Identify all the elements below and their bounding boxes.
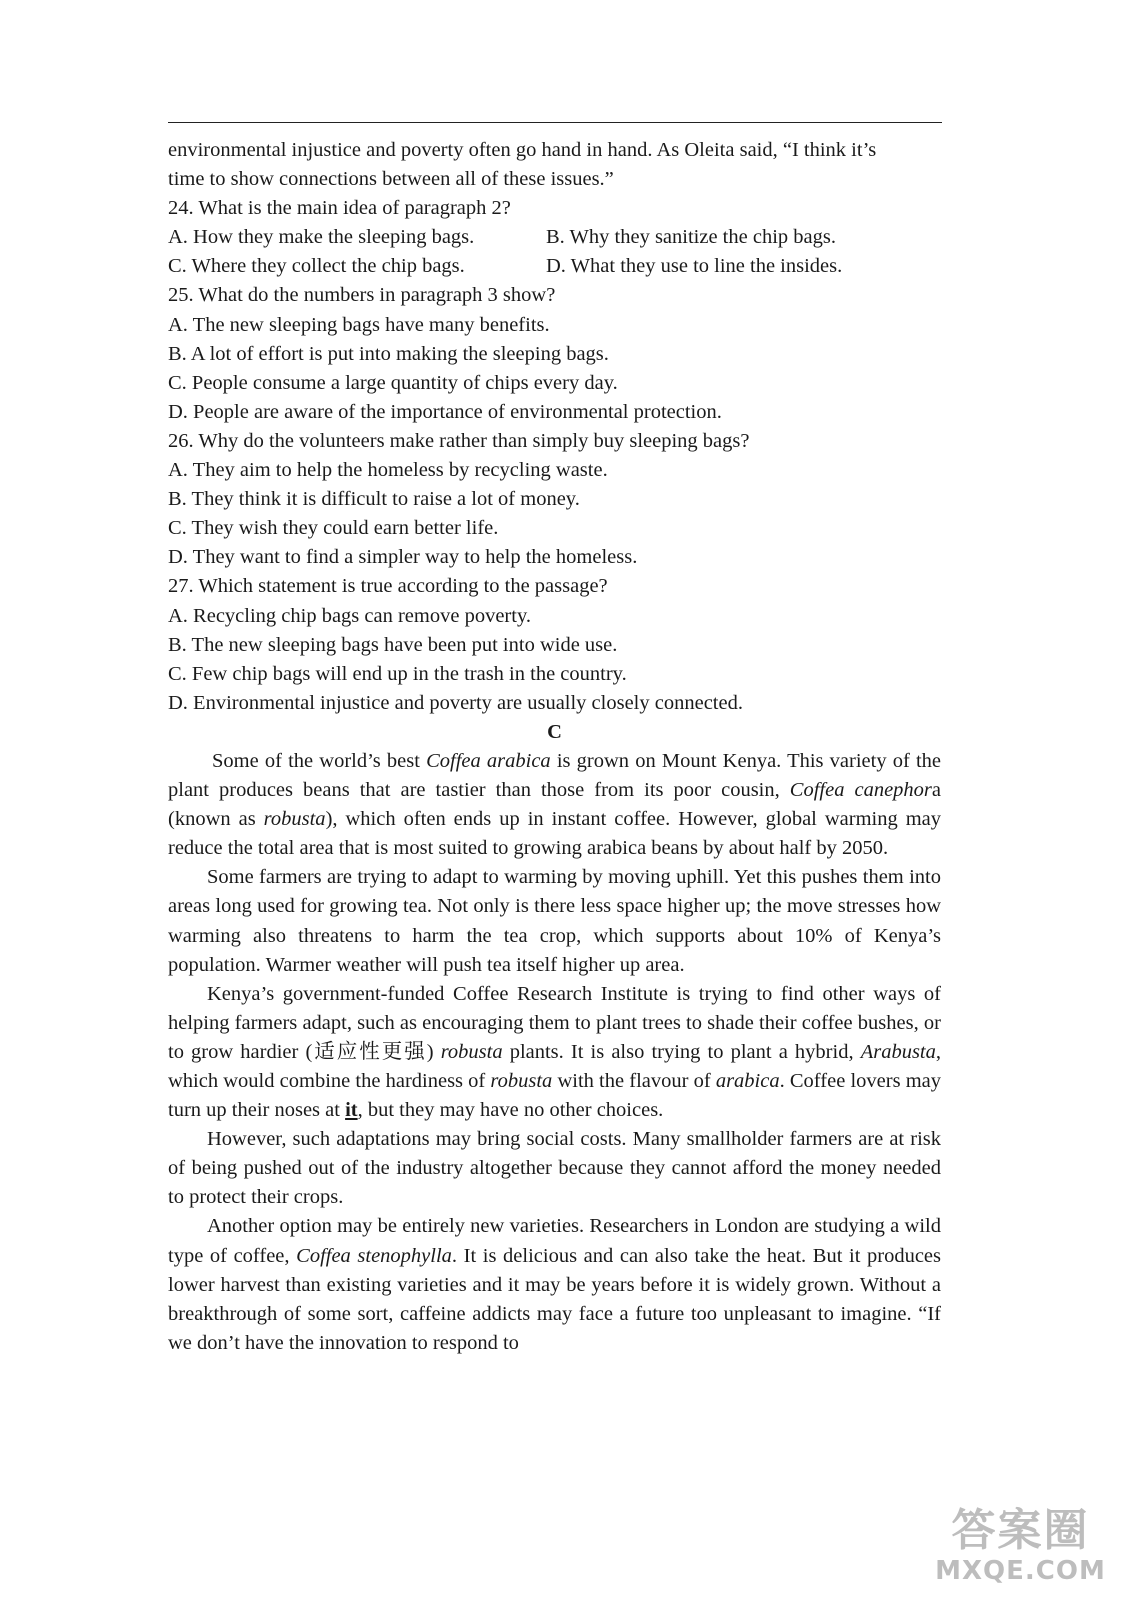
question-26-option-a: A. They aim to help the homeless by recycling waste. — [168, 459, 608, 482]
question-24-options-row-1 — [168, 223, 941, 252]
p3-italic-robusta-1: robusta — [440, 1040, 503, 1063]
question-24-stem: 24. What is the main idea of paragraph 2? — [168, 197, 511, 220]
passage-c-paragraph-1 — [168, 747, 941, 863]
question-27-option-d: D. Environmental injustice and poverty are usually closely connected. — [168, 691, 743, 714]
question-27-option-a: A. Recycling chip bags can remove poverty. — [168, 604, 531, 627]
question-26-option-d: D. They want to find a simpler way to help the homeless. — [168, 546, 638, 569]
p1-text-1: Some of the world’s best — [212, 749, 427, 772]
passage-c-paragraph-4: However, such adaptations may bring social costs. Many smallholder farmers are at risk of being pushed out of the industry altogether because they cannot afford the money needed to protect their crops. — [168, 1128, 941, 1209]
p5-italic-coffea-stenophylla: Coffea stenophylla — [296, 1244, 452, 1267]
p1-text-3: a (known as — [168, 779, 941, 831]
p1-italic-coffea-arabica: Coffea arabica — [426, 749, 551, 772]
question-24-options-row-2 — [168, 252, 941, 281]
question-25-stem: 25. What do the numbers in paragraph 3 show? — [168, 284, 556, 307]
watermark-logo — [928, 1506, 1113, 1592]
p3-italic-robusta-2: robusta — [490, 1070, 553, 1092]
question-27-option-b: B. The new sleeping bags have been put into wide use. — [168, 633, 618, 656]
question-24-option-d: D. What they use to line the insides. — [546, 255, 843, 278]
question-24-option-c: C. Where they collect the chip bags. — [168, 255, 465, 278]
question-25-option-b: B. A lot of effort is put into making the sleeping bags. — [168, 342, 609, 365]
passage-b-ending-line-1: environmental injustice and poverty often go hand in hand. As Oleita said, “I think it’s — [168, 139, 877, 161]
p3-italic-arabusta: Arabusta — [860, 1040, 936, 1063]
passage-b-ending-line-2: time to show connections between all of these issues.” — [168, 168, 614, 191]
p3-text-3: , which would combine the hardiness of — [168, 1040, 941, 1092]
section-c-heading: C — [547, 720, 562, 743]
question-25-option-d: D. People are aware of the importance of environmental protection. — [168, 400, 722, 423]
p3-italic-arabica: arabica — [715, 1070, 780, 1092]
page-content — [168, 136, 941, 1358]
p3-underlined-it: it — [345, 1099, 358, 1122]
question-25-option-a: A. The new sleeping bags have many benefits. — [168, 313, 550, 336]
p3-text-1: Kenya’s government-funded Coffee Research Institute is trying to find other ways of helping farmers adapt, such as encouraging them to plant trees to shade their coffee bushes, or to grow hardier (适应性更强) — [168, 982, 941, 1063]
p3-text-2: plants. It is also trying to plant a hybrid, — [502, 1040, 861, 1063]
passage-c-paragraph-2: Some farmers are trying to adapt to warming by moving uphill. Yet this pushes them into areas long used for growing tea. Not only is there less space higher up; the move stresses how warming also threatens to harm the tea crop, which supports about 10% of Kenya’s population. Warmer weather will push tea itself higher up area. — [168, 866, 941, 976]
p3-text-5: . Coffee lovers may turn up their noses at — [168, 1070, 941, 1122]
header-rule — [168, 122, 942, 123]
watermark-chinese-text: 答案圈 — [951, 1505, 1090, 1556]
question-26-stem: 26. Why do the volunteers make rather than simply buy sleeping bags? — [168, 429, 750, 452]
question-27-option-c: C. Few chip bags will end up in the trash in the country. — [168, 662, 627, 685]
p5-text-1: Another option may be entirely new varieties. Researchers in London are studying a wild type of coffee, — [168, 1215, 941, 1267]
p1-text-4: ), which often ends up in instant coffee. However, global warming may reduce the total area that is most suited to growing arabica beans by about half by 2050. — [168, 808, 941, 860]
question-26-option-c: C. They wish they could earn better life. — [168, 517, 499, 540]
p1-italic-robusta: robusta — [263, 808, 326, 831]
question-24-option-a: A. How they make the sleeping bags. — [168, 226, 475, 249]
p1-italic-coffea-canephora: Coffea canephor — [789, 779, 932, 802]
p1-text-2: is grown on Mount Kenya. This variety of the plant produces beans that are tastier than those from its poor cousin, — [168, 749, 942, 802]
p3-text-6: , but they may have no other choices. — [357, 1099, 664, 1122]
watermark-url: MXQE.COM — [935, 1556, 1106, 1586]
question-27-stem: 27. Which statement is true according to the passage? — [168, 575, 608, 598]
question-26-option-b: B. They think it is difficult to raise a lot of money. — [168, 488, 580, 511]
p5-text-2: . It is delicious and can also take the heat. But it produces lower harvest than existing varieties and it may be years before it is widely grown. Without a breakthrough of some sort, caffeine addicts may face a future too unpleasant to imagine. “If we don’t have the innovation to respond to — [168, 1244, 941, 1354]
question-24-option-b: B. Why they sanitize the chip bags. — [546, 226, 836, 249]
question-25-option-c: C. People consume a large quantity of chips every day. — [168, 371, 618, 394]
p3-text-4: with the flavour of — [552, 1070, 716, 1092]
passage-c-paragraph-3 — [168, 980, 941, 1125]
passage-c-paragraph-5 — [168, 1212, 941, 1357]
